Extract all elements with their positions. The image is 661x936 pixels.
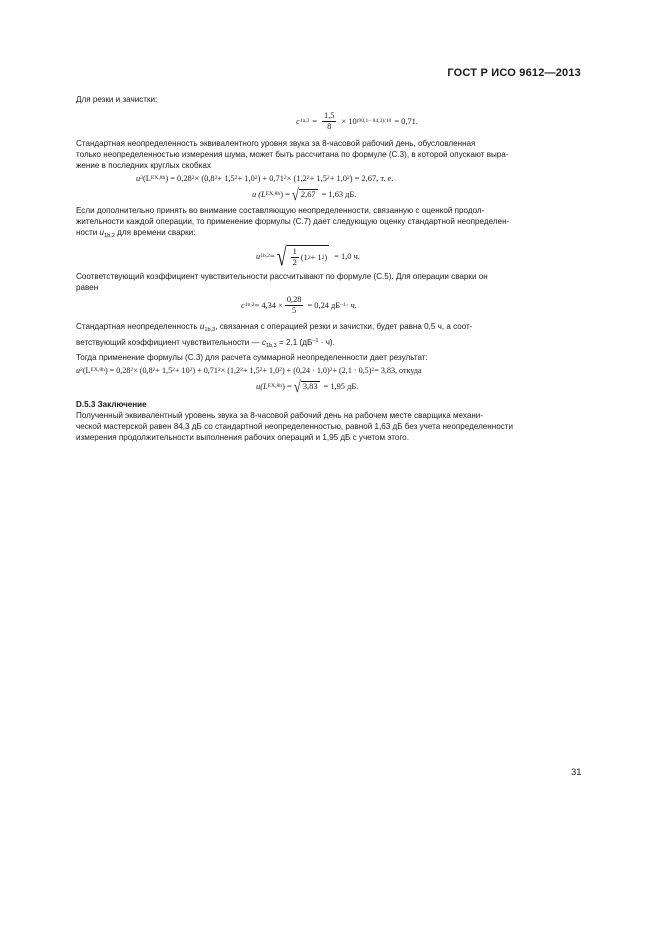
formula-u2-first: u 2 (L EX,8h ) = 0,28 2 × (0,8 2 + 1,5 2 + 1,0 2 ) + 0,71 2 × (1,2 2 + 1,5 2 + 1,0 2 ) = 2,67, т. е.: [136, 174, 394, 183]
formula-u-first: u (L EX,8h ) = √ 2,67 = 1,63 дБ.: [252, 184, 357, 204]
formula-c1b2: c 1b,2 = 4,34 × $\frac{0,28}{5}$ = 0,24 дБ –1 · ч.: [241, 295, 357, 315]
text-line: жительности каждой операции, то применение формулы (C.7) дает следующую оценку стандартной неопределен-: [76, 217, 510, 226]
text-line: ческой мастерской равен 84,3 дБ со стандартной неопределенностью, равной 1,63 дБ без учета неопределенности: [76, 422, 514, 431]
formula-symbol: c: [296, 117, 300, 126]
text-line: Стандартная неопределенность эквивалентного уровня звука за 8-часовой рабочий день, обусловленная: [76, 139, 476, 148]
fraction: $\frac{0,28}{5}$: [286, 295, 302, 315]
fraction: $\frac{1,5}{8}$: [324, 111, 335, 131]
text-line: ветствующий коэффициент чувствительности — $c_{1b,3} = 2,1$ $(дБ^{-1} \cdot ч)$.: [76, 338, 335, 349]
formula-u-total: u(L EX,8h ) = √ 3,83 = 1,95 дБ.: [256, 376, 359, 396]
formula-u1b2: u 1b,2 = √ $\frac{1}{2}$ (1 2 + 1 2 ) = 1,0 ч.: [256, 242, 360, 271]
formula-u2-total: u 2 (L EX,8h ) = 0,28 2 × (0,8 2 + 1,5 2 + 10 2 ) + 0,71 2 × (1,2 2 + 1,5 2 + 1,0 2 ) + (0,24 · 1,0) 2 + (2,1 · 0,5) 2 = 3,83, откуда: [76, 366, 422, 375]
section-heading: D.5.3 Заключение: [76, 400, 147, 409]
text-line: только неопределенностью измерения шума, может быть рассчитана по формуле (C.3), в которой опускают выра-: [76, 150, 509, 159]
square-root: √ $\frac{1}{2}$ (1 2 + 1 2 ): [276, 242, 328, 271]
text-line: Тогда применение формулы (C.3) для расчета суммарной неопределенности дает результат:: [76, 353, 428, 362]
text-line: Для резки и зачистки:: [76, 95, 158, 104]
formula-c1a3: c 1a,3 = $\frac{1,5}{8}$ × 10 (90,1– 84,3)/10 = 0,71.: [296, 111, 418, 131]
square-root: √ 2,67: [291, 184, 316, 204]
fraction: $\frac{1}{2}$: [292, 247, 297, 267]
square-root: √ 3,83: [293, 376, 318, 396]
text-line: Если дополнительно принять во внимание составляющую неопределенности, связанную с оценкой продол-: [76, 206, 485, 215]
text-line: ности $u_{1b,2}$ для времени сварки:: [76, 228, 196, 239]
text-line: Полученный эквивалентный уровень звука за 8-часовой рабочий день на рабочем месте сварщика механи-: [76, 411, 484, 420]
page-body: [76, 94, 582, 443]
page-number: 31: [571, 767, 582, 778]
page-header: ГОСТ Р ИСО 9612—2013: [447, 67, 581, 79]
text-line: жение в последних круглых скобках: [76, 161, 211, 170]
text-line: Стандартная неопределенность $u_{1b,3}$, связанная с операцией резки и зачистки, будет равна 0,5 ч, а соот-: [76, 322, 473, 333]
text-line: равен: [76, 283, 99, 292]
text-line: измерения продолжительности выполнения рабочих операций и 1,95 дБ с учетом этого.: [76, 433, 409, 442]
text-line: Соответствующий коэффициент чувствительности рассчитывают по формуле (C.5). Для операции сварки он: [76, 272, 488, 281]
